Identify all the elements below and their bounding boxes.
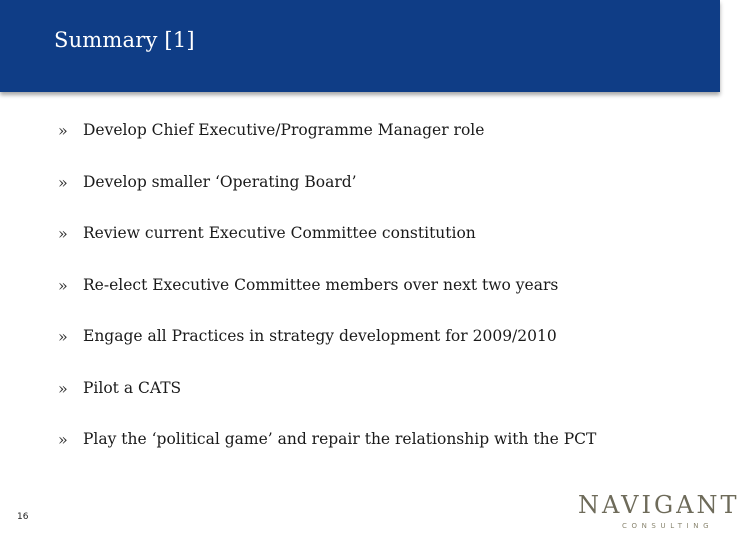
logo-subtitle: CONSULTING [622, 522, 714, 530]
logo-wordmark: NAVIGANT [578, 491, 739, 519]
bullet-marker-icon: » [58, 429, 68, 449]
bullet-item [58, 118, 484, 142]
bullet-marker-icon: » [58, 326, 68, 346]
bullet-marker-icon: » [58, 378, 68, 398]
bullet-text: Develop smaller ‘Operating Board’ [83, 173, 357, 191]
bullet-text: Pilot a CATS [83, 379, 182, 397]
bullet-marker-icon: » [58, 223, 68, 243]
page-number: 16 [17, 512, 29, 522]
slide-title: Summary [1] [54, 28, 195, 52]
bullet-text: Engage all Practices in strategy development for 2009/2010 [83, 327, 557, 345]
bullet-marker-icon: » [58, 172, 68, 192]
bullet-item [58, 427, 596, 451]
bullet-item [58, 376, 181, 400]
bullet-item [58, 170, 357, 194]
bullet-item [58, 324, 557, 348]
bullet-list [58, 0, 708, 540]
bullet-marker-icon: » [58, 275, 68, 295]
navigant-logo [578, 491, 739, 535]
bullet-item [58, 221, 476, 245]
bullet-marker-icon: » [58, 120, 68, 140]
bullet-item [58, 273, 558, 297]
bullet-text: Review current Executive Committee constitution [83, 224, 476, 242]
bullet-text: Play the ‘political game’ and repair the relationship with the PCT [83, 430, 597, 448]
bullet-text: Develop Chief Executive/Programme Manager role [83, 121, 485, 139]
bullet-text: Re-elect Executive Committee members over next two years [83, 276, 559, 294]
